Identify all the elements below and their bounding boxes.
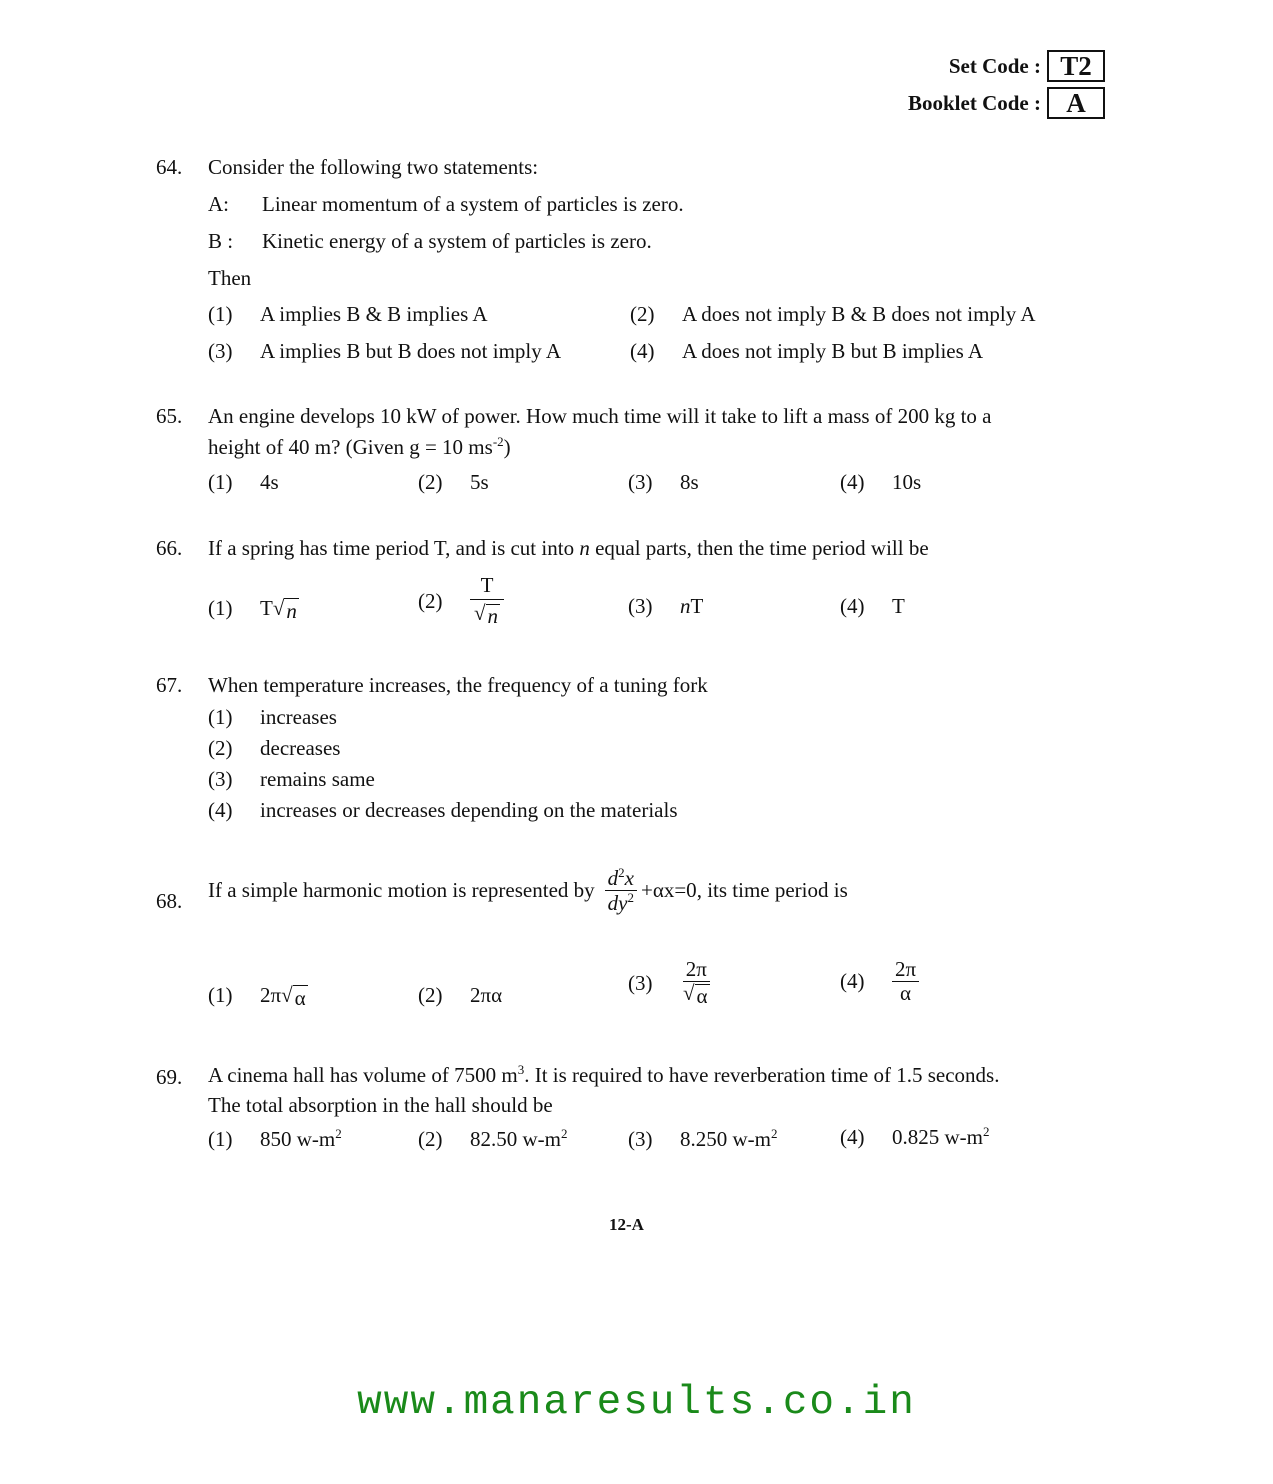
variable-n: n xyxy=(579,536,590,560)
numerator: 2π xyxy=(683,958,710,982)
option-number: (4) xyxy=(840,470,865,494)
derivative-fraction xyxy=(605,866,637,915)
option-number: (3) xyxy=(208,767,233,791)
exponent: 2 xyxy=(983,1124,990,1139)
option-3 xyxy=(208,339,561,364)
sqrt-expression: √ α xyxy=(683,981,708,1009)
option-2 xyxy=(418,574,504,628)
option-4 xyxy=(840,958,919,1005)
set-code-row xyxy=(908,50,1105,82)
option-number: (4) xyxy=(208,798,233,822)
option-2 xyxy=(630,302,1036,327)
variable-n: n xyxy=(680,594,691,618)
option-text: A implies B & B implies A xyxy=(260,302,488,326)
question-stem xyxy=(208,866,848,915)
fraction xyxy=(892,958,919,1005)
question-stem: When temperature increases, the frequency of a tuning fork xyxy=(208,673,708,697)
option-number: (1) xyxy=(208,705,233,729)
option-number: (1) xyxy=(208,983,233,1007)
exponent: 2 xyxy=(335,1126,342,1141)
option-2 xyxy=(418,470,489,495)
exponent: 2 xyxy=(561,1126,568,1141)
option-text: 10s xyxy=(892,470,922,494)
option-text: A does not imply B but B implies A xyxy=(682,339,984,363)
option-number: (2) xyxy=(418,1127,443,1151)
booklet-code-row xyxy=(908,87,1105,119)
option-2 xyxy=(418,1126,568,1152)
question-stem-line-1 xyxy=(208,1062,999,1088)
option-number: (2) xyxy=(418,983,443,1007)
option-3 xyxy=(628,1126,778,1152)
exponent: 2 xyxy=(771,1126,778,1141)
question-stem-line-1: An engine develops 10 kW of power. How much time will it take to lift a mass of 200 kg to a xyxy=(208,404,992,428)
option-text: 2π xyxy=(260,983,282,1007)
numerator: T xyxy=(480,573,494,597)
question-number: 66. xyxy=(156,536,183,560)
option-3 xyxy=(628,958,713,1008)
question-stem xyxy=(208,536,929,561)
option-text: 4s xyxy=(260,470,279,494)
option-number: (4) xyxy=(840,969,865,994)
stem-text: . It is required to have reverberation time of 1.5 seconds. xyxy=(524,1063,1000,1087)
denominator: α xyxy=(900,981,912,1006)
question-stem-line-2 xyxy=(208,434,511,460)
option-text: remains same xyxy=(260,767,375,791)
option-3 xyxy=(628,470,699,495)
option-4 xyxy=(840,1124,990,1150)
fraction xyxy=(470,574,504,628)
option-number: (3) xyxy=(208,339,233,363)
exponent: 3 xyxy=(517,1062,525,1077)
equation-tail: +αx=0 xyxy=(640,878,697,903)
question-number: 64. xyxy=(156,155,183,179)
d-symbol: d xyxy=(607,866,619,890)
option-text: 5s xyxy=(470,470,489,494)
option-1 xyxy=(208,1126,342,1152)
sqrt-expression: √ α xyxy=(281,983,306,1010)
stem-text: If a spring has time period T, and is cut into xyxy=(208,536,580,560)
stem-text: If a simple harmonic motion is represented by xyxy=(208,878,595,903)
option-number: (1) xyxy=(208,1127,233,1151)
denominator xyxy=(605,891,637,915)
option-text: decreases xyxy=(260,736,341,760)
exponent: 2 xyxy=(618,865,625,880)
option-text: 0.825 w-m xyxy=(892,1125,983,1149)
question-number: 65. xyxy=(156,404,183,428)
option-text: A does not imply B & B does not imply A xyxy=(682,302,1036,326)
option-number: (2) xyxy=(418,588,443,613)
option-1 xyxy=(208,983,308,1011)
statement-a-label: A: xyxy=(208,192,229,216)
exponent: -2 xyxy=(492,434,504,449)
option-3 xyxy=(628,594,703,619)
radicand: n xyxy=(286,599,297,623)
dy-symbol: dy xyxy=(607,891,628,916)
option-number: (3) xyxy=(628,1127,653,1151)
option-1 xyxy=(208,705,337,730)
question-number: 69. xyxy=(156,1065,183,1089)
statement-b-text: Kinetic energy of a system of particles is zero. xyxy=(262,229,652,253)
stem-text: , its time period is xyxy=(696,878,848,903)
radicand: n xyxy=(487,604,499,629)
option-text: 2πα xyxy=(470,983,503,1007)
option-2 xyxy=(208,736,340,761)
question-stem-line-2: The total absorption in the hall should be xyxy=(208,1093,553,1117)
option-1 xyxy=(208,596,299,624)
fraction xyxy=(680,958,713,1008)
stem-text: height of 40 m? (Given g = 10 ms xyxy=(208,435,493,459)
booklet-code-label: Booklet Code : xyxy=(908,90,1041,115)
option-text: 8s xyxy=(680,470,699,494)
then-text: Then xyxy=(208,266,252,290)
page-number: 12-A xyxy=(609,1215,644,1234)
option-text: T xyxy=(690,594,704,618)
statement-b-label: B : xyxy=(208,229,234,253)
stem-text: equal parts, then the time period will be xyxy=(589,536,929,560)
sqrt-expression: √ n xyxy=(473,601,499,629)
option-3 xyxy=(208,767,375,792)
option-text: increases or decreases depending on the materials xyxy=(260,798,678,822)
sqrt-expression: √ n xyxy=(272,596,297,623)
option-number: (3) xyxy=(628,470,653,494)
stem-text: ) xyxy=(503,435,511,459)
option-number: (4) xyxy=(840,1125,865,1149)
option-text: A implies B but B does not imply A xyxy=(260,339,562,363)
option-4 xyxy=(630,339,983,364)
option-1 xyxy=(208,302,488,327)
option-1 xyxy=(208,470,279,495)
option-text: T xyxy=(260,596,273,620)
website-link[interactable]: www.manaresults.co.in xyxy=(357,1380,916,1426)
variable-x: x xyxy=(624,866,634,890)
option-number: (2) xyxy=(208,736,233,760)
question-number: 67. xyxy=(156,673,183,697)
option-number: (1) xyxy=(208,596,233,620)
option-number: (4) xyxy=(630,339,655,363)
option-4 xyxy=(208,798,678,823)
option-number: (3) xyxy=(628,594,653,618)
option-text: 82.50 w-m xyxy=(470,1127,561,1151)
option-text: 850 w-m xyxy=(260,1127,336,1151)
stem-text: A cinema hall has volume of 7500 m xyxy=(208,1063,518,1087)
option-number: (3) xyxy=(628,970,653,995)
question-stem: Consider the following two statements: xyxy=(208,155,539,179)
option-4 xyxy=(840,594,905,619)
option-number: (4) xyxy=(840,594,865,618)
booklet-code-box: A xyxy=(1047,87,1105,119)
option-number: (2) xyxy=(418,470,443,494)
option-text: 8.250 w-m xyxy=(680,1127,771,1151)
exponent: 2 xyxy=(627,890,634,906)
set-code-box: T2 xyxy=(1047,50,1105,82)
header-codes xyxy=(908,50,1105,124)
option-number: (1) xyxy=(208,470,233,494)
option-number: (2) xyxy=(630,302,655,326)
option-4 xyxy=(840,470,921,495)
option-2 xyxy=(418,983,502,1008)
option-text: T xyxy=(892,594,905,618)
statement-a-text: Linear momentum of a system of particles is zero. xyxy=(262,192,684,216)
radicand: α xyxy=(294,986,306,1010)
fraction-bar xyxy=(470,599,504,600)
option-text: increases xyxy=(260,705,337,729)
set-code-label: Set Code : xyxy=(948,53,1041,78)
numerator xyxy=(605,866,637,891)
numerator: 2π xyxy=(892,958,919,982)
radicand: α xyxy=(696,984,708,1009)
question-number: 68. xyxy=(156,889,183,913)
option-number: (1) xyxy=(208,302,233,326)
